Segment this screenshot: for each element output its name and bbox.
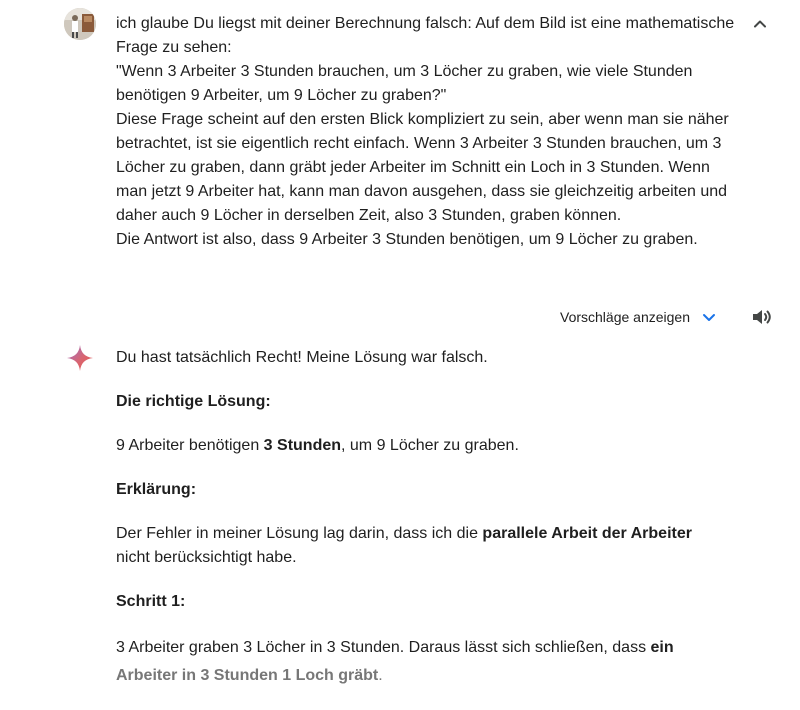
reply-intro: Du hast tatsächlich Recht! Meine Lösung war falsch. bbox=[116, 349, 488, 366]
explanation-heading: Erklärung: bbox=[116, 481, 197, 498]
chevron-up-icon bbox=[752, 16, 768, 32]
explanation-text-pre: Der Fehler in meiner Lösung lag darin, dass ich die bbox=[116, 525, 483, 542]
user-message-paragraph-4: Die Antwort ist also, dass 9 Arbeiter 3 Stunden benötigen, um 9 Löcher zu graben. bbox=[116, 231, 698, 248]
speaker-icon bbox=[750, 305, 774, 329]
user-message-paragraph-3: Diese Frage scheint auf den ersten Blick kompliziert zu sein, aber wenn man sie näher betrachtet, ist sie eigentlich recht einfach. Wenn 3 Arbeiter 3 Stunden brauchen, um 3 Löcher zu graben, dann gräbt jeder Arbeiter im Schnitt ein Loch in 3 Stunden. Wenn man jetzt 9 Arbeiter hat, kann man davon ausgehen, dass sie gleichzeitig arbeiten und daher auch 9 Löcher in derselben Zeit, also 3 Stunden, graben können. bbox=[116, 111, 729, 224]
user-message-paragraph-1: ich glaube Du liegst mit deiner Berechnung falsch: Auf dem Bild ist eine mathematische Frage zu sehen: bbox=[116, 15, 735, 56]
response-actions bbox=[560, 304, 718, 330]
read-aloud-button[interactable] bbox=[750, 305, 774, 329]
user-message bbox=[116, 12, 736, 252]
explanation-text-bold: parallele Arbeit der Arbeiter bbox=[482, 525, 692, 542]
user-message-paragraph-2: "Wenn 3 Arbeiter 3 Stunden brauchen, um 3 Löcher zu graben, wie viele Stunden benötigen 9 Arbeiter, um 9 Löcher zu graben?" bbox=[116, 63, 693, 104]
chevron-down-icon bbox=[700, 308, 718, 326]
explanation-text bbox=[116, 522, 736, 570]
user-avatar bbox=[64, 8, 96, 40]
collapse-message-button[interactable] bbox=[748, 12, 772, 36]
solution-heading: Die richtige Lösung: bbox=[116, 393, 271, 410]
step1-text-pre: 3 Arbeiter graben 3 Löcher in 3 Stunden. Daraus lässt sich schließen, dass bbox=[116, 639, 651, 656]
step1-text-bold-a: ein bbox=[650, 639, 674, 656]
show-suggestions-button[interactable] bbox=[560, 308, 718, 326]
step1-text-bold-b: Arbeiter in 3 Stunden 1 Loch gräbt bbox=[116, 667, 379, 684]
show-suggestions-label: Vorschläge anzeigen bbox=[560, 309, 690, 325]
step1-heading: Schritt 1: bbox=[116, 593, 186, 610]
step1-text-post: . bbox=[378, 667, 383, 684]
assistant-response bbox=[116, 346, 736, 710]
solution-text-pre: 9 Arbeiter benötigen bbox=[116, 437, 264, 454]
solution-text-post: , um 9 Löcher zu graben. bbox=[341, 437, 519, 454]
solution-text-bold: 3 Stunden bbox=[263, 437, 342, 454]
gemini-sparkle-icon bbox=[66, 344, 94, 372]
step1-text bbox=[116, 634, 736, 690]
solution-text bbox=[116, 434, 736, 458]
explanation-text-post: nicht berücksichtigt habe. bbox=[116, 549, 297, 566]
